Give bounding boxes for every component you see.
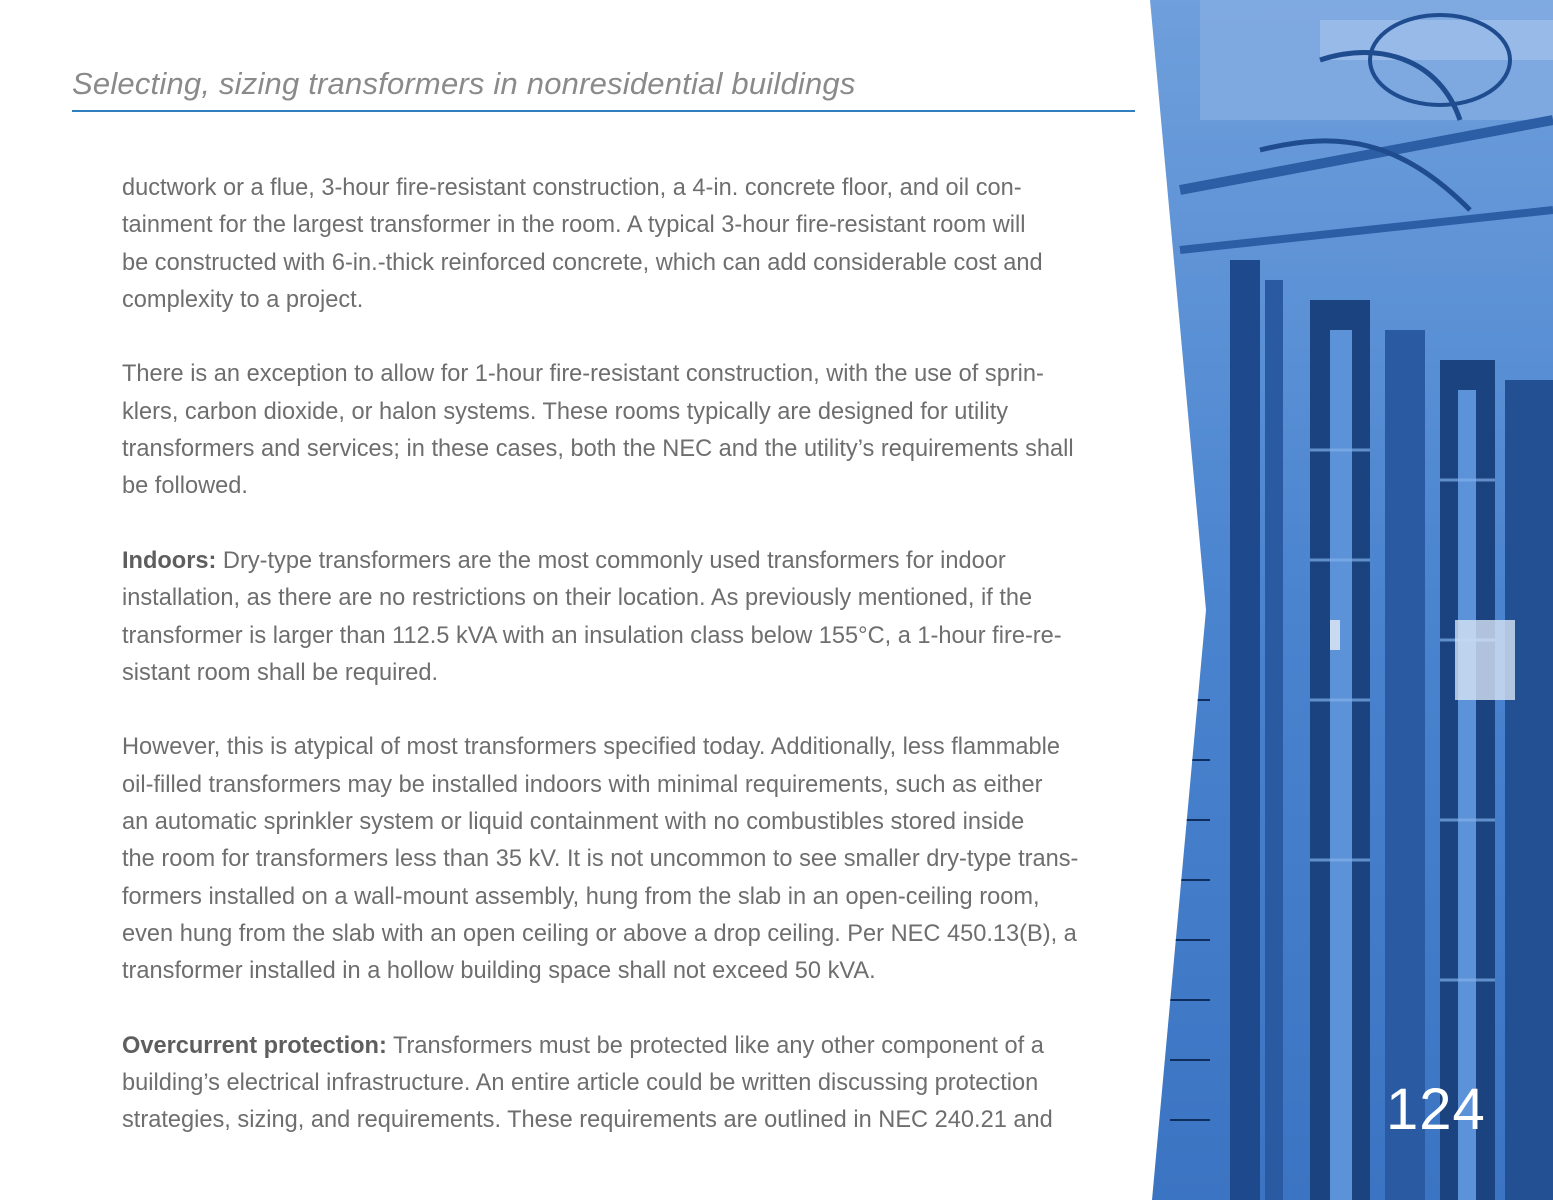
paragraph-4 xyxy=(122,729,1112,990)
text-line: transformer is larger than 112.5 kVA with an insulation class below 155°C, a 1-hour fire-re- xyxy=(122,622,1062,649)
text-line: transformers and services; in these cases, both the NEC and the utility’s requirements shall xyxy=(122,436,1074,463)
page-title: Selecting, sizing transformers in nonresidential buildings xyxy=(72,66,856,101)
transformer-photo-panel xyxy=(1140,0,1553,1200)
section-lead-indoors: Indoors: xyxy=(122,547,217,574)
article-body xyxy=(122,170,1112,1177)
text-line: formers installed on a wall-mount assembly, hung from the slab in an open-ceiling room, xyxy=(122,883,1040,910)
paragraph-overcurrent xyxy=(122,1028,1112,1140)
paragraph-indoors xyxy=(122,543,1112,692)
text-line: strategies, sizing, and requirements. These requirements are outlined in NEC 240.21 and xyxy=(122,1107,1053,1134)
text-line: be constructed with 6-in.-thick reinforced concrete, which can add considerable cost and xyxy=(122,249,1043,276)
text-line: building’s electrical infrastructure. An entire article could be written discussing protection xyxy=(122,1070,1039,1097)
page-header xyxy=(72,62,1135,112)
paragraph-2 xyxy=(122,356,1112,505)
text-line: even hung from the slab with an open ceiling or above a drop ceiling. Per NEC 450.13(B), a xyxy=(122,920,1077,947)
text-line xyxy=(122,543,1112,580)
text-line: an automatic sprinkler system or liquid containment with no combustibles stored inside xyxy=(122,809,1025,836)
text-line: sistant room shall be required. xyxy=(122,659,439,686)
text-line: klers, carbon dioxide, or halon systems. These rooms typically are designed for utility xyxy=(122,398,1009,425)
section-lead-overcurrent: Overcurrent protection: xyxy=(122,1032,387,1059)
text-line: ductwork or a flue, 3-hour fire-resistant construction, a 4-in. concrete floor, and oil con- xyxy=(122,175,1022,201)
text-line: transformer installed in a hollow building space shall not exceed 50 kVA. xyxy=(122,958,876,985)
text-run: Transformers must be protected like any other component of a xyxy=(386,1032,1044,1059)
text-line xyxy=(122,1028,1112,1065)
text-line: However, this is atypical of most transformers specified today. Additionally, less flammable xyxy=(122,734,1061,761)
text-run: Dry-type transformers are the most commonly used transformers for indoor xyxy=(216,547,1006,574)
text-line: installation, as there are no restrictions on their location. As previously mentioned, if the xyxy=(122,585,1033,612)
text-line: the room for transformers less than 35 kV. It is not uncommon to see smaller dry-type trans- xyxy=(122,846,1079,873)
text-line: complexity to a project. xyxy=(122,286,364,313)
text-line: be followed. xyxy=(122,473,248,500)
text-line: There is an exception to allow for 1-hour fire-resistant construction, with the use of sprin- xyxy=(122,361,1044,388)
paragraph-1 xyxy=(122,170,1112,319)
photo-illustration xyxy=(1140,0,1553,1200)
text-line: tainment for the largest transformer in the room. A typical 3-hour fire-resistant room will xyxy=(122,212,1026,239)
text-line: oil-filled transformers may be installed indoors with minimal requirements, such as either xyxy=(122,771,1043,798)
page-number: 124 xyxy=(1386,1077,1486,1142)
